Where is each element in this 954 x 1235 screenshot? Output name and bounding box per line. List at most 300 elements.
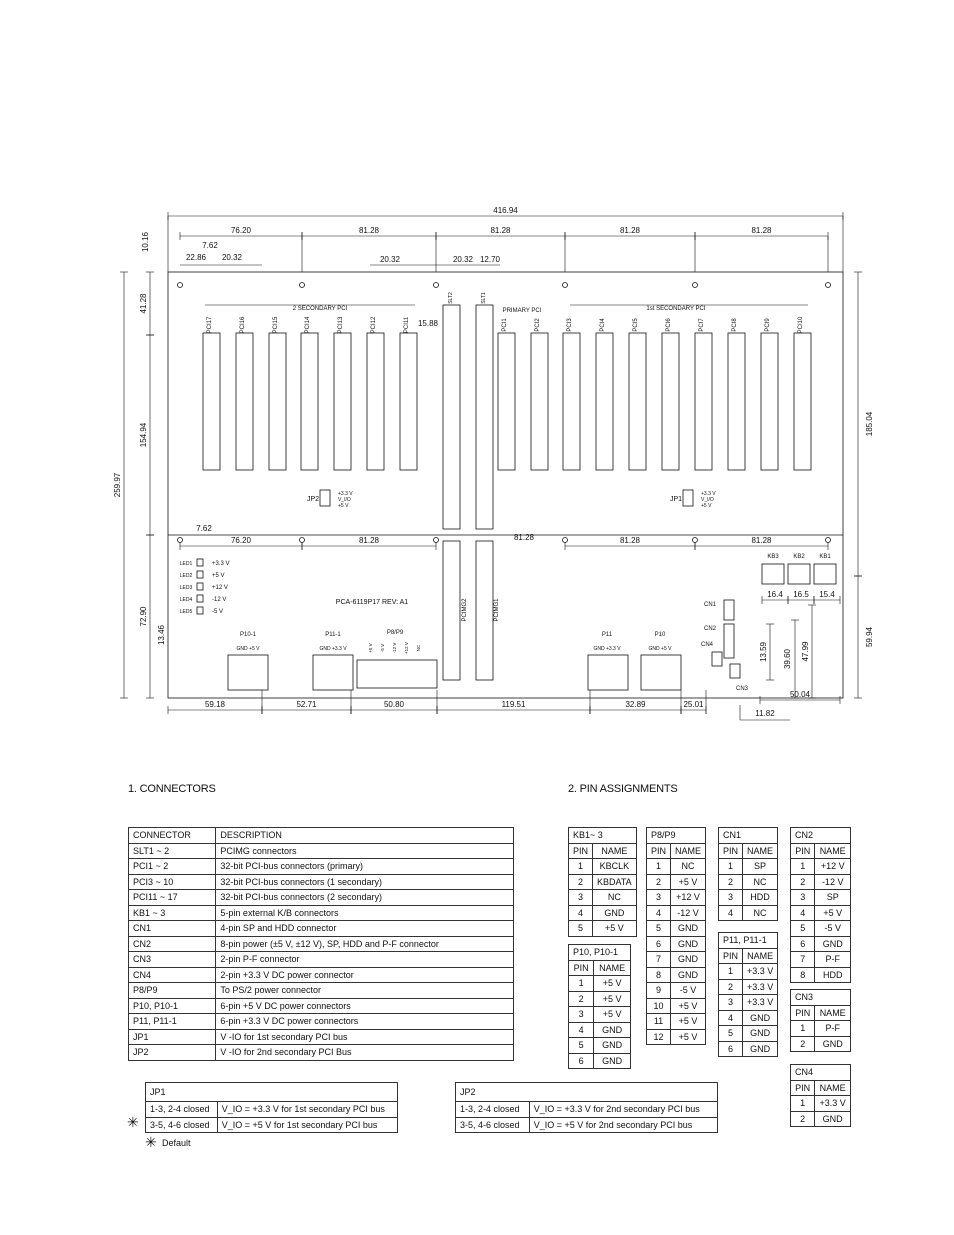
connector-cell: P8/P9 (129, 983, 216, 999)
pin-cell: 1 (647, 859, 671, 875)
p10-1-connector (228, 655, 268, 690)
name-cell: NC (671, 859, 706, 875)
table-row (129, 921, 514, 937)
table-row (569, 874, 637, 890)
mounting-hole (300, 538, 305, 543)
mid-dim-20a: 20.32 (379, 255, 401, 264)
pin-cell: 2 (647, 874, 671, 890)
pin-cell: 5 (647, 921, 671, 937)
setting-cell: 3-5, 4-6 closed (146, 1117, 218, 1133)
p8p9-pin: -5 V (380, 643, 385, 653)
mid-dim-12: 12.70 (479, 255, 501, 264)
table-row (129, 952, 514, 968)
slt-label: SLT2 (448, 292, 454, 304)
secondary1-label: 1st SECONDARY PCI (646, 306, 706, 312)
right-v-59-text: 59.94 (865, 626, 874, 648)
table-row (129, 1045, 514, 1061)
mid-row-dim-text: 81.28 (619, 536, 641, 545)
header-cell: NAME (593, 843, 637, 859)
pin-cell: 3 (569, 890, 593, 906)
mounting-hole (563, 538, 568, 543)
pin-cell: 2 (719, 874, 743, 890)
pin-cell: 2 (791, 1036, 815, 1052)
table-row (647, 998, 706, 1014)
pin-cell: 7 (647, 952, 671, 968)
slot-label: PCI13 (338, 316, 344, 334)
connector-cell: CN4 (129, 967, 216, 983)
led-icon (197, 583, 203, 590)
name-cell: GND (671, 952, 706, 968)
mid-row-dim-text: 76.20 (230, 536, 252, 545)
cn1-label: CN1 (703, 602, 717, 608)
p8p9-pin: -12 V (392, 642, 397, 654)
slot-gap-dim: 15.88 (417, 319, 439, 328)
p8p9-connector (357, 660, 437, 688)
table-row (791, 952, 851, 968)
name-cell: GND (815, 936, 851, 952)
slot-label: PCI4 (600, 318, 606, 332)
p8p9-label: P8/P9 (386, 630, 404, 636)
header-cell: NAME (743, 843, 778, 859)
name-cell: +5 V (594, 1007, 631, 1023)
table-row (129, 967, 514, 983)
pin-cell: 3 (791, 890, 815, 906)
pci-slot-connector (400, 333, 417, 470)
table-title: CN4 (791, 1065, 851, 1081)
header-cell: NAME (815, 1080, 851, 1096)
slot-label: PCI10 (798, 316, 804, 334)
p10-connector (641, 655, 681, 690)
pin-cell: 5 (791, 921, 815, 937)
led-voltage: -5 V (212, 609, 224, 615)
table-row (129, 1029, 514, 1045)
description-cell: 2-pin +3.3 V DC power connector (216, 967, 514, 983)
p11-pins: GND +3.3 V (593, 646, 621, 652)
pin-cell: 6 (569, 1053, 594, 1069)
table-title-row (569, 945, 631, 961)
header-cell: PIN (791, 1080, 815, 1096)
cn3-connector (730, 664, 740, 678)
pin-cell: 6 (719, 1041, 743, 1057)
effect-cell: V_IO = +5 V for 2nd secondary PCI bus (529, 1117, 717, 1133)
connector-cell: PCI11 ~ 17 (129, 890, 216, 906)
pci-slot-connector (596, 333, 613, 470)
table-row (647, 874, 706, 890)
bottom-dim-text: 59.18 (204, 700, 226, 709)
left-v-72-text: 72.90 (139, 606, 148, 627)
description-cell: 32-bit PCI-bus connectors (1 secondary) (216, 874, 514, 890)
table-row (146, 1117, 398, 1133)
name-cell: GND (671, 921, 706, 937)
pci-slot-connector (334, 333, 351, 470)
table-row (129, 905, 514, 921)
mounting-hole (434, 538, 439, 543)
table-row (569, 859, 637, 875)
pin-cell: 5 (569, 921, 593, 937)
table-row (647, 952, 706, 968)
name-cell: +5 V (815, 905, 851, 921)
table-row (647, 1029, 706, 1045)
connector-cell: P11, P11-1 (129, 1014, 216, 1030)
mid-dim-20b: 20.32 (452, 255, 474, 264)
led-label: LED3 (179, 585, 193, 591)
table-row (647, 967, 706, 983)
pin-cell: 11 (647, 1014, 671, 1030)
jp1-text: +5 V (701, 503, 712, 509)
pin-cell: 4 (719, 905, 743, 921)
jp1-text: +3.3 V (701, 491, 716, 497)
table-row (647, 1014, 706, 1030)
table-row (569, 976, 631, 992)
table-header (647, 843, 706, 859)
pin-cell: 4 (791, 905, 815, 921)
name-cell: +3.3 V (743, 979, 778, 995)
connector-cell: JP2 (129, 1045, 216, 1061)
table-row (791, 936, 851, 952)
jp2-text: +3.3 V (338, 491, 353, 497)
table-title-row (791, 1065, 851, 1081)
kb-dim-text: 15.4 (819, 590, 835, 599)
left-dim-22: 22.86 (185, 253, 207, 262)
led-voltage: +3.3 V (212, 561, 230, 567)
table-row (129, 936, 514, 952)
table-row (569, 1038, 631, 1054)
table-title: P11, P11-1 (719, 933, 778, 949)
header-cell: PIN (569, 843, 593, 859)
p11-label: P11 (601, 632, 613, 638)
pci-slot-connector (629, 333, 646, 470)
pin-cell: 4 (647, 905, 671, 921)
right-v-185-text: 185.04 (865, 411, 874, 437)
description-cell: 6-pin +3.3 V DC power connectors (216, 1014, 514, 1030)
name-cell: GND (815, 1036, 851, 1052)
bottom-dim-text: 52.71 (296, 700, 317, 709)
pin-cell: 7 (791, 952, 815, 968)
table-title: CN2 (791, 828, 851, 844)
table-row (647, 905, 706, 921)
table-row (791, 890, 851, 906)
jp2-text: +5 V (338, 503, 349, 509)
setting-cell: 1-3, 2-4 closed (146, 1102, 218, 1118)
bottom-dim-text: 25.01 (683, 700, 704, 709)
p10-pins: GND +5 V (648, 646, 672, 652)
table-row (791, 905, 851, 921)
pin-cell: 2 (719, 979, 743, 995)
left-v-259-text: 259.97 (113, 472, 122, 498)
pci-slot-connector (662, 333, 679, 470)
table-row (129, 843, 514, 859)
header-cell: NAME (671, 843, 706, 859)
header-cell: DESCRIPTION (216, 828, 514, 844)
table-row (719, 890, 778, 906)
cn2-connector (724, 624, 734, 658)
pin-cell: 1 (791, 1096, 815, 1112)
effect-cell: V_IO = +3.3 V for 2nd secondary PCI bus (529, 1102, 717, 1118)
table-row (719, 964, 778, 980)
table-row (791, 1021, 851, 1037)
table-row (719, 874, 778, 890)
bottom-dim-text: 119.51 (501, 700, 526, 709)
kb-label: KB2 (793, 554, 805, 560)
p10-label: P10 (654, 632, 666, 638)
table-row (569, 921, 637, 937)
cn-v-13-text: 13.59 (759, 641, 768, 663)
jp1-label: JP1 (669, 496, 683, 503)
name-cell: -12 V (671, 905, 706, 921)
jp2-table (455, 1082, 718, 1133)
table-title: P10, P10-1 (569, 945, 631, 961)
header-cell: PIN (719, 948, 743, 964)
left-v-13: 13.46 (157, 624, 166, 646)
pci-slot-connector (301, 333, 318, 470)
pin-cell: 6 (647, 936, 671, 952)
table-row (791, 967, 851, 983)
name-cell: +3.3 V (815, 1096, 851, 1112)
table-row (647, 983, 706, 999)
cn2-label: CN2 (703, 626, 717, 632)
name-cell: +5 V (671, 998, 706, 1014)
pin-cell: 4 (569, 905, 593, 921)
drawing-labels (113, 206, 874, 718)
slot-label: PCI7 (699, 318, 705, 332)
header-cell: NAME (594, 960, 631, 976)
slot-label: PCI17 (207, 316, 213, 334)
table-row (569, 991, 631, 1007)
pin-cell: 2 (791, 874, 815, 890)
pcimg-connector (476, 541, 493, 680)
default-star-icon: ✳ (127, 1114, 139, 1130)
table-title-row (719, 933, 778, 949)
table-row (719, 1026, 778, 1042)
pin-cell: 6 (791, 936, 815, 952)
table-row (129, 998, 514, 1014)
slot-label: PCI9 (765, 318, 771, 332)
effect-cell: V_IO = +5 V for 1st secondary PCI bus (217, 1117, 397, 1133)
pin-cell: 2 (791, 1111, 815, 1127)
table-row (719, 859, 778, 875)
kb-connector (814, 564, 836, 584)
table-title: KB1~ 3 (569, 828, 637, 844)
board-model: PCA-6119P17 REV: A1 (335, 599, 409, 606)
table-row (456, 1117, 718, 1133)
description-cell: V -IO for 1st secondary PCI bus (216, 1029, 514, 1045)
pin-cell: 2 (569, 874, 593, 890)
bottom-dim-50-text: 50.04 (789, 690, 811, 699)
name-cell: +5 V (594, 991, 631, 1007)
name-cell: HDD (743, 890, 778, 906)
description-cell: 5-pin external K/B connectors (216, 905, 514, 921)
table-row (129, 859, 514, 875)
p10-pin-table (568, 944, 631, 1069)
name-cell: NC (743, 905, 778, 921)
pin-cell: 8 (647, 967, 671, 983)
table-row (569, 1022, 631, 1038)
overall-dim-text: 416.94 (493, 206, 518, 215)
pci-slot-connector (761, 333, 778, 470)
table-row (791, 1096, 851, 1112)
name-cell: +3.3 V (743, 964, 778, 980)
description-cell: To PS/2 power connector (216, 983, 514, 999)
name-cell: GND (594, 1022, 631, 1038)
name-cell: GND (671, 936, 706, 952)
name-cell: GND (743, 1041, 778, 1057)
slot-label: PCI16 (240, 316, 246, 334)
kb-label: KB3 (767, 554, 779, 560)
p8p9-pin: NC (416, 644, 421, 652)
connector-cell: PCI3 ~ 10 (129, 874, 216, 890)
table-row (647, 921, 706, 937)
p8p9-pin-table (646, 827, 706, 1045)
table-title: JP2 (456, 1083, 718, 1102)
table-title: CN3 (791, 990, 851, 1006)
jp1-header (683, 490, 693, 506)
bottom-dim-text: 32.89 (625, 700, 646, 709)
table-title-row (719, 828, 778, 844)
name-cell: +5 V (671, 874, 706, 890)
slot-label: PCI11 (404, 316, 410, 334)
pcimg-connector (443, 541, 460, 680)
pci-slot-connector (531, 333, 548, 470)
pin-assignments-title: 2. PIN ASSIGNMENTS (568, 783, 678, 795)
mid-row-dim-text: 81.28 (751, 536, 772, 545)
pin-cell: 1 (791, 1021, 815, 1037)
table-row (456, 1102, 718, 1118)
cn4-pin-table (790, 1064, 851, 1127)
slot-label: PCIMG1 (494, 598, 500, 622)
table-header (569, 960, 631, 976)
cn3-label: CN3 (735, 686, 749, 692)
led-label: LED2 (179, 573, 193, 579)
connector-cell: SLT1 ~ 2 (129, 843, 216, 859)
cn-v-47-text: 47.99 (801, 641, 810, 662)
table-header (129, 828, 514, 844)
description-cell: 2-pin P-F connector (216, 952, 514, 968)
mounting-hole (178, 283, 183, 288)
left-dim-7: 7.62 (202, 241, 218, 250)
table-title: JP1 (146, 1083, 398, 1102)
kb-pin-table (568, 827, 637, 937)
jp2-label: JP2 (306, 496, 320, 503)
left-v-154-text: 154.94 (139, 422, 148, 448)
table-header (719, 948, 778, 964)
mounting-hole (826, 538, 831, 543)
connectors-title: 1. CONNECTORS (128, 783, 216, 795)
led-icon (197, 595, 203, 602)
slot-label: PCIMG2 (462, 598, 468, 622)
header-cell: NAME (815, 1005, 851, 1021)
default-legend: Default (162, 1138, 191, 1148)
table-header (719, 843, 778, 859)
table-row (129, 983, 514, 999)
table-row (647, 890, 706, 906)
led-label: LED5 (179, 609, 193, 615)
p10-1-label: P10-1 (239, 632, 257, 638)
connector-cell: KB1 ~ 3 (129, 905, 216, 921)
name-cell: NC (593, 890, 637, 906)
table-title-row (456, 1083, 718, 1102)
mounting-hole (300, 283, 305, 288)
name-cell: -5 V (671, 983, 706, 999)
slot-label: PCI14 (305, 316, 311, 334)
top-row-dim-text: 81.28 (619, 226, 641, 235)
led-label: LED1 (179, 561, 193, 567)
name-cell: GND (594, 1038, 631, 1054)
pin-cell: 8 (791, 967, 815, 983)
table-row (647, 936, 706, 952)
table-row (569, 1007, 631, 1023)
header-cell: NAME (743, 948, 778, 964)
primary-label: PRIMARY PCI (502, 308, 542, 314)
table-row (146, 1102, 398, 1118)
led-voltage: +5 V (212, 573, 225, 579)
pci-slot-connector (236, 333, 253, 470)
connector-cell: CN3 (129, 952, 216, 968)
table-row (129, 874, 514, 890)
pci-slot-connector (498, 333, 515, 470)
pin-cell: 4 (569, 1022, 594, 1038)
jp1-table (145, 1082, 398, 1133)
name-cell: GND (594, 1053, 631, 1069)
name-cell: GND (671, 967, 706, 983)
pin-cell: 9 (647, 983, 671, 999)
p11-1-label: P11-1 (325, 632, 341, 638)
connector-cell: PCI1 ~ 2 (129, 859, 216, 875)
p11-connector (588, 655, 628, 690)
left-dim-10: 10.16 (141, 231, 150, 253)
kb-dim-text: 16.5 (793, 590, 809, 599)
table-row (791, 1111, 851, 1127)
header-cell: PIN (719, 843, 743, 859)
dimension-lines (120, 212, 862, 720)
led-voltage: -12 V (212, 597, 227, 603)
setting-cell: 1-3, 2-4 closed (456, 1102, 530, 1118)
pin-cell: 10 (647, 998, 671, 1014)
pci-slot-connector (794, 333, 811, 470)
name-cell: +3.3 V (743, 995, 778, 1011)
kb-dim-text: 16.4 (767, 590, 783, 599)
setting-cell: 3-5, 4-6 closed (456, 1117, 530, 1133)
mid-row-dim-text: 81.28 (513, 533, 535, 542)
description-cell: PCIMG connectors (216, 843, 514, 859)
name-cell: -12 V (815, 874, 851, 890)
pci-slot-connector (695, 333, 712, 470)
description-cell: 4-pin SP and HDD connector (216, 921, 514, 937)
bottom-dim-text: 50.80 (383, 700, 405, 709)
left-v-41-text: 41.28 (139, 293, 148, 314)
name-cell: GND (743, 1026, 778, 1042)
name-cell: +5 V (671, 1014, 706, 1030)
led-voltage: +12 V (212, 585, 228, 591)
left-dim-20: 20.32 (221, 253, 243, 262)
mid-row-7: 7.62 (196, 524, 212, 533)
pin-cell: 1 (569, 976, 594, 992)
name-cell: P-F (815, 952, 851, 968)
table-row (647, 859, 706, 875)
slot-label: PCI2 (535, 318, 541, 332)
led-icon (197, 607, 203, 614)
table-title: P8/P9 (647, 828, 706, 844)
connector-cell: CN2 (129, 936, 216, 952)
p11-pin-table (718, 932, 778, 1057)
kb-connector (762, 564, 784, 584)
name-cell: KBDATA (593, 874, 637, 890)
table-row (719, 979, 778, 995)
top-row-dim-text: 81.28 (751, 226, 772, 235)
cn2-pin-table (790, 827, 851, 983)
description-cell: 6-pin +5 V DC power connectors (216, 998, 514, 1014)
cn4-label: CN4 (700, 642, 714, 648)
table-header (791, 843, 851, 859)
